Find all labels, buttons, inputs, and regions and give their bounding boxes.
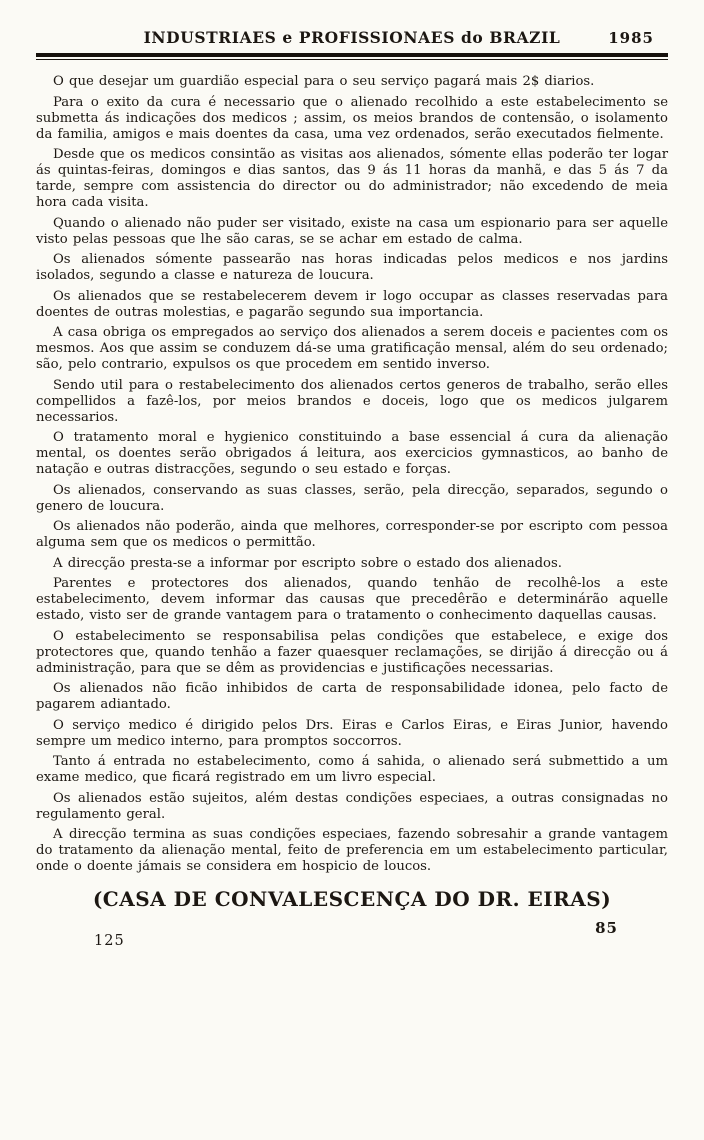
paragraph: Os alienados que se restabelecerem devem ir logo occupar as classes reservadas para doentes de outras molestias, e pagarão segundo sua importancia. xyxy=(36,288,668,320)
paragraph: Os alienados sómente passearão nas horas indicadas pelos medicos e nos jardins isolados, segundo a classe e natureza de loucura. xyxy=(36,252,668,283)
paragraph: A casa obriga os empregados ao serviço dos alienados a serem doceis e pacientes com os mesmos. Aos que assim se conduzem dá-se uma gratificação mensal, além do seu ordenado; são, pelo contrario, expulsos os que procedem em sentido inverso. xyxy=(36,325,668,372)
paragraph: Os alienados estão sujeitos, além destas condições especiaes, a outras consignadas no regulamento geral. xyxy=(36,790,668,822)
paragraph: Parentes e protectores dos alienados, quando tenhão de recolhê-los a este estabelecimento, devem informar das causas que precedêrão e determinárão aquelle estado, visto ser de grande vantagem para o tratamento o conhecimento daquellas causas. xyxy=(36,576,668,623)
header-rule xyxy=(36,53,668,60)
paragraph: Tanto á entrada no estabelecimento, como á sahida, o alienado será submettido a um exame medico, que ficará registrado em um livro especial. xyxy=(36,754,668,785)
paragraph: Para o exito da cura é necessario que o alienado recolhido a este estabelecimento se submetta ás indicações dos medicos ; assim, os meios brandos de contensão, o isolamento da familia, amigos e mais doentes da casa, uma vez ordenados, serão executados fielmente. xyxy=(36,94,668,142)
page-footer xyxy=(36,911,668,967)
footer-number-right: 85 xyxy=(595,919,618,937)
paragraph: O serviço medico é dirigido pelos Drs. Eiras e Carlos Eiras, e Eiras Junior, havendo sempre um medico interno, para promptos soccorros. xyxy=(36,717,668,749)
paragraph: Quando o alienado não puder ser visitado, existe na casa um espionario para ser aquelle visto pelas pessoas que lhe são caras, se se achar em estado de calma. xyxy=(36,215,668,247)
paragraph: Os alienados, conservando as suas classes, serão, pela direcção, separados, segundo o genero de loucura. xyxy=(36,482,668,514)
paragraph: Desde que os medicos consintão as visitas aos alienados, sómente ellas poderão ter logar ás quintas-feiras, domingos e dias santos, das 9 ás 11 horas da manhã, e das 5 ás 7 da tarde, sempre com assistencia do director ou do administrador; não excedendo de meia hora cada visita. xyxy=(36,147,668,210)
paragraph: O tratamento moral e hygienico constituindo a base essencial á cura da alienação mental, os doentes serão obrigados á leitura, aos exercicios gymnasticos, ao banho de natação e outras distracções, segundo o seu estado e forças. xyxy=(36,430,668,477)
running-title: INDUSTRIAES e PROFISSIONAES do BRAZIL xyxy=(143,28,561,47)
paragraph: O que desejar um guardião especial para o seu serviço pagará mais 2$ diarios. xyxy=(53,74,595,89)
paragraph: Sendo util para o restabelecimento dos alienados certos generos de trabalho, serão elles compellidos a fazê-los, por meios brandos e doceis, logo que os medicos julgarem necessarios. xyxy=(36,377,668,425)
paragraph: A direcção termina as suas condições especiaes, fazendo sobresahir a grande vantagem do tratamento da alienação mental, feito de preferencia em um estabelecimento particular, onde o doente jámais se considera em hospicio de loucos. xyxy=(36,827,668,874)
section-heading: (CASA DE CONVALESCENÇA DO DR. EIRAS) xyxy=(92,887,612,911)
paragraph: Os alienados não ficão inhibidos de carta de responsabilidade idonea, pelo facto de pagarem adiantado. xyxy=(36,681,668,712)
paragraph: O estabelecimento se responsabilisa pelas condições que estabelece, e exige dos protectores que, quando tenhão a fazer quaesquer reclamações, se dirijão á direcção ou á administração, para que se dêm as providencias e justificações necessarias. xyxy=(36,628,668,676)
page-header xyxy=(36,28,668,50)
footer-number-left: 125 xyxy=(94,933,125,949)
document-body xyxy=(36,74,668,875)
paragraph: Os alienados não poderão, ainda que melhores, corresponder-se por escripto com pessoa alguma sem que os medicos o permittão. xyxy=(36,519,668,550)
paragraph: A direcção presta-se a informar por escripto sobre o estado dos alienados. xyxy=(53,555,562,571)
header-page-number: 1985 xyxy=(608,29,654,47)
